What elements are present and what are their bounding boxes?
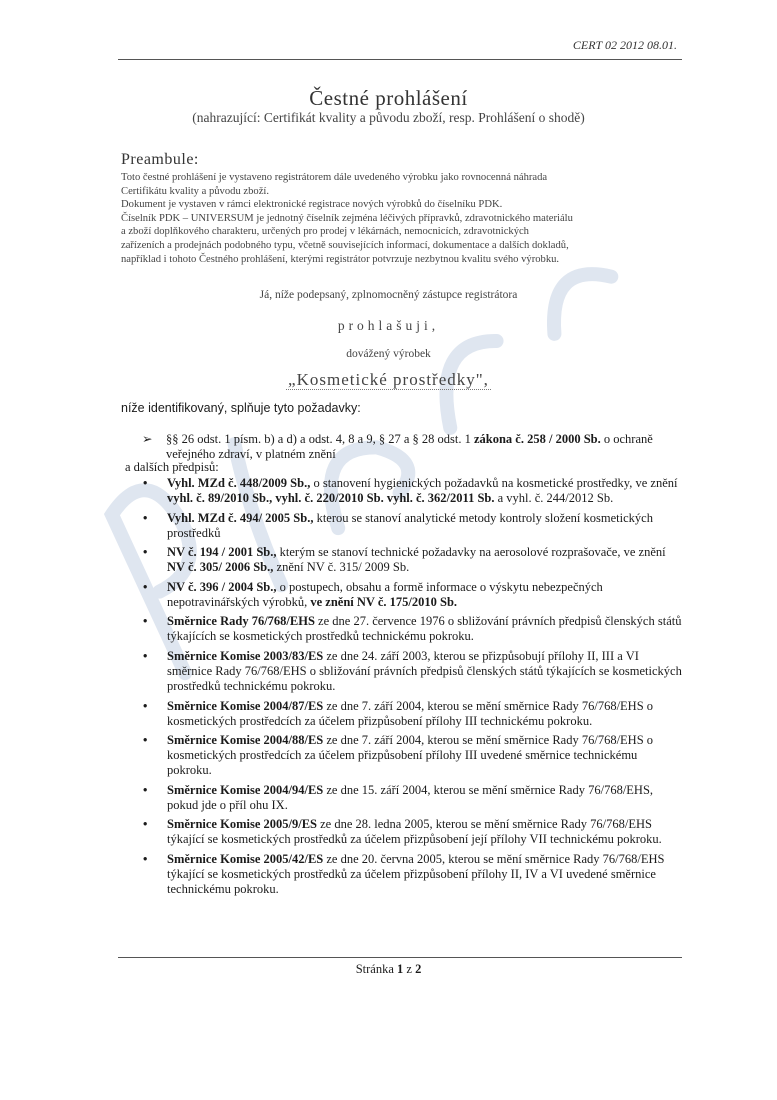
regulation-text-tail: znění NV č. 315/ 2009 Sb.: [273, 560, 410, 575]
page-number: [0, 962, 777, 977]
preamble-line: Toto čestné prohlášení je vystaveno registrátorem dále uvedeného výrobku jako rovnocenná náhrada: [121, 172, 548, 183]
regulation-item: [143, 699, 683, 729]
declarant-line: Já, níže podepsaný, zplnomocněný zástupce registrátora: [259, 289, 518, 301]
preamble-line: například i tohoto Čestného prohlášení, kterými registrátor potvrzuje nezbytnou kvalitu svého výrobku.: [121, 253, 560, 265]
regulation-title: Vyhl. MZd č. 494/ 2005 Sb.,: [167, 510, 314, 525]
document-code: CERT 02 2012 08.01.: [572, 38, 677, 52]
regulation-text-tail: a vyhl. č. 244/2012 Sb.: [494, 491, 614, 505]
bullet-icon: •: [143, 817, 148, 832]
bullet-icon: •: [143, 614, 148, 629]
regulation-text: ze dne 7. září 2004, kterou se mění směrnice Rady 76/768/EHS o kosmetických prostředcích za účelem přizpůsobení přílohy III uvedené směrnice technickému pokroku.: [167, 733, 654, 778]
bullet-icon: •: [143, 698, 148, 713]
identified-line: níže identifikovaný, splňuje tyto požadavky:: [121, 401, 361, 415]
regulation-item: [143, 852, 683, 897]
regulation-item: [143, 783, 683, 813]
regulation-title: Směrnice Komise 2004/88/ES: [167, 733, 324, 748]
regulation-text: ze dne 7. září 2004, kterou se mění směrnice Rady 76/768/EHS o kosmetických prostředcích za účelem přizpůsobení přílohy III technickému pokroku.: [167, 698, 654, 728]
regulation-text: ze dne 15. září 2004, kterou se mění směrnice Rady 76/768/EHS, pokud jde o příl ohu IX.: [167, 782, 654, 812]
preamble-line: a zboží doplňkového charakteru, určených pro prodej v lékárnách, nemocnicích, zdravotnických: [121, 226, 529, 238]
regulation-text: ze dne 20. června 2005, kterou se mění směrnice Rady 76/768/EHS týkající se kosmetických prostředků za účelem přizpůsobení přílohy II, IV a VI uvedené směrnice technickému pokroku.: [167, 851, 665, 896]
preamble-line: Certifikátu kvality a původu zboží.: [121, 185, 269, 197]
regulation-title: Směrnice Komise 2005/9/ES: [167, 817, 317, 832]
regulation-title: NV č. 194 / 2001 Sb.,: [167, 545, 277, 560]
page-title: Čestné prohlášení: [309, 86, 468, 110]
regulation-text: kterou se stanoví analytické metody kontroly složení kosmetických prostředků: [167, 510, 653, 540]
preamble-heading: Preambule:: [121, 151, 199, 168]
regulation-text: ze dne 28. ledna 2005, kterou se mění směrnice Rady 76/768/EHS týkající se kosmetických prostředků za účelem přizpůsobení její přílohy VII technickému pokroku.: [167, 817, 662, 847]
regulation-item: [143, 733, 683, 778]
regulation-title: NV č. 396 / 2004 Sb.,: [167, 579, 277, 594]
page-of: z: [403, 962, 416, 976]
regulation-item: [143, 649, 683, 694]
main-law-act: zákona č. 258 / 2000 Sb.: [473, 432, 601, 446]
imported-line: dovážený výrobek: [346, 348, 431, 360]
regulation-title: Směrnice Komise 2005/42/ES: [167, 851, 324, 866]
regulation-text: o postupech, obsahu a formě informace o výskytu nebezpečných nepotravinářských výrobků,: [167, 579, 603, 609]
page-current: 1: [397, 962, 404, 976]
main-law-part: §§ 26 odst. 1 písm. b) a d) a odst. 4, 8 a 9, § 27 a § 28 odst. 1: [166, 432, 474, 446]
regulation-title: Vyhl. MZd č. 448/2009 Sb.,: [167, 476, 311, 490]
preamble-line: zařízeních a prodejnách podobného typu, včetně souvisejících informací, dokumentace a dalších dokladů,: [121, 239, 569, 251]
regulation-text: o stanovení hygienických požadavků na kosmetické prostředky, ve znění: [310, 476, 678, 490]
preamble-line: Číselník PDK – UNIVERSUM je jednotný číselník zejména léčivých přípravků, zdravotnického materiálu: [121, 212, 573, 224]
header-divider: [118, 59, 682, 60]
regulation-amendment: ve znění NV č. 175/2010 Sb.: [310, 594, 458, 609]
regulation-title: Směrnice Komise 2003/83/ES: [167, 648, 324, 663]
regulation-text: ze dne 27. července 1976 o sbližování právních předpisů členských států týkajících se kosmetických prostředků technickému pokroku.: [167, 614, 682, 644]
bullet-icon: •: [143, 733, 148, 748]
main-law-part: o ochraně veřejného zdraví, v platném znění: [166, 432, 653, 461]
regulation-item: [143, 817, 683, 847]
bullet-icon: •: [143, 510, 148, 525]
bullet-icon: •: [143, 782, 148, 797]
bullet-icon: •: [143, 648, 148, 663]
arrow-bullet-icon: ➢: [142, 432, 153, 446]
regulation-title: Směrnice Rady 76/768/EHS: [167, 614, 315, 629]
other-regulations-label: a dalších předpisů:: [125, 460, 219, 474]
page-total: 2: [415, 962, 422, 976]
regulation-title: Směrnice Komise 2004/94/ES: [167, 782, 324, 797]
product-name-text: „Kosmetické prostředky",: [288, 370, 489, 389]
footer-divider: [118, 957, 682, 958]
page-subtitle: (nahrazující: Certifikát kvality a původu zboží, resp. Prohlášení o shodě): [192, 110, 585, 125]
regulation-text: kterým se stanoví technické požadavky na aerosolové rozprašovače, ve znění: [276, 545, 666, 560]
bullet-icon: •: [143, 851, 148, 866]
declare-word: prohlašuji,: [337, 318, 440, 333]
regulation-item: [143, 545, 683, 575]
main-law-item: [144, 432, 684, 462]
page-label: Stránka: [355, 962, 397, 976]
regulation-title: Směrnice Komise 2004/87/ES: [167, 698, 324, 713]
bullet-icon: •: [143, 476, 148, 490]
bullet-icon: •: [143, 579, 148, 594]
regulation-amendment: NV č. 305/ 2006 Sb.,: [167, 560, 274, 575]
main-law-text: [166, 432, 684, 462]
regulation-item: [143, 580, 683, 610]
regulation-item: [143, 476, 683, 506]
bullet-icon: •: [143, 545, 148, 560]
product-name: [0, 370, 777, 390]
regulation-item: [143, 614, 683, 644]
preamble-text: [121, 171, 681, 266]
regulations-list: [143, 476, 683, 902]
preamble-line: Dokument je vystaven v rámci elektronické registrace nových výrobků do číselníku PDK.: [121, 199, 503, 211]
regulation-amendment: vyhl. č. 89/2010 Sb., vyhl. č. 220/2010 Sb. vyhl. č. 362/2011 Sb.: [167, 491, 495, 505]
regulation-text: ze dne 24. září 2003, kterou se přizpůsobují přílohy II, III a VI směrnice Rady 76/768/EHS o sbližování právních předpisů členských států týkajících se kosmetických prostředků technickému pokroku.: [167, 648, 682, 693]
regulation-item: [143, 511, 683, 541]
